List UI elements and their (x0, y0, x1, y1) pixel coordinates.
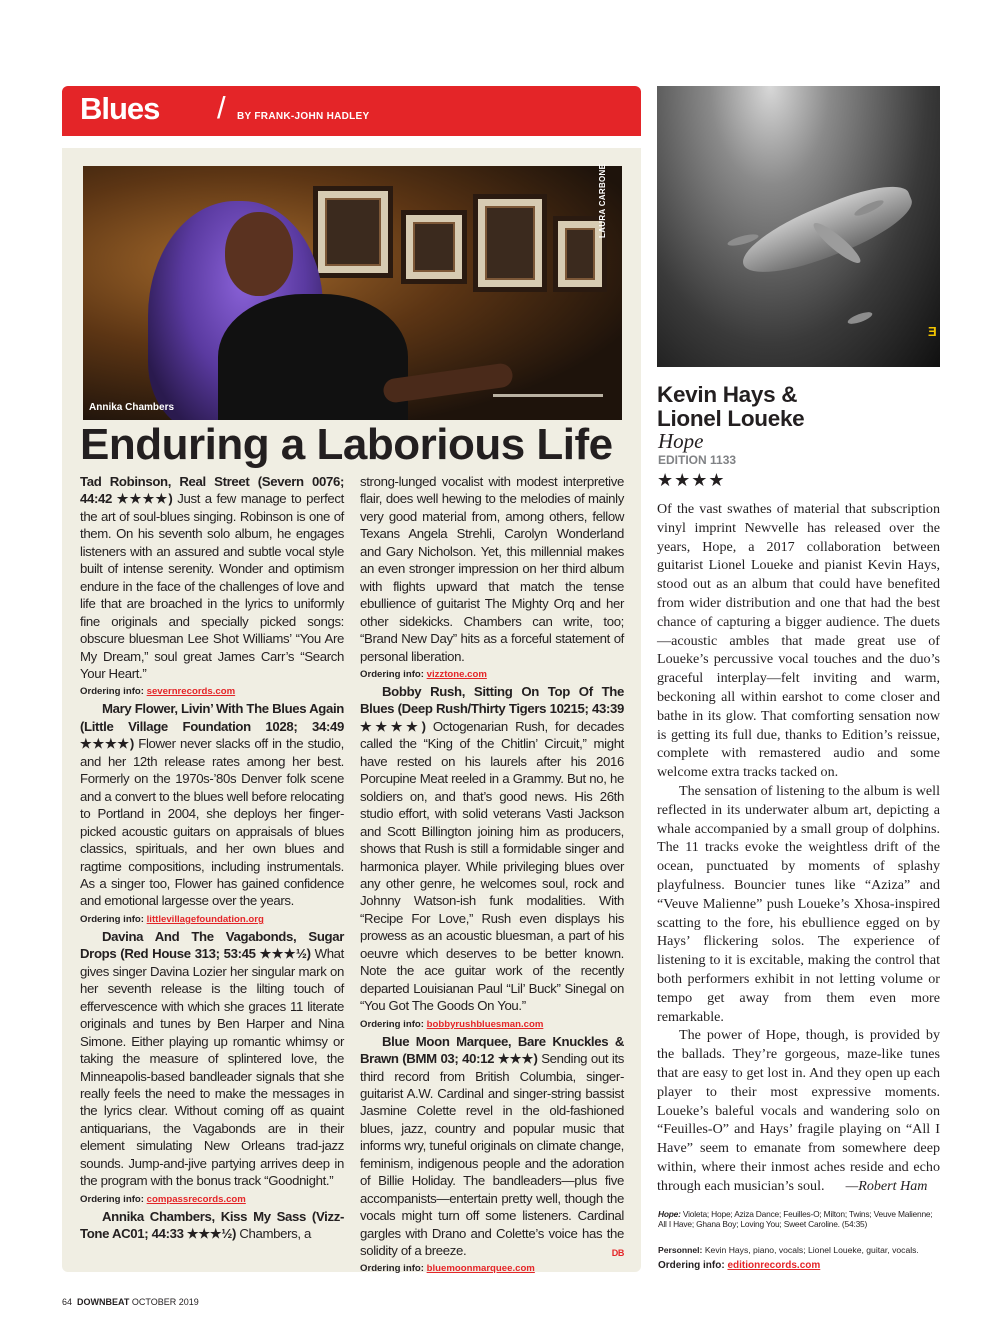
ordering-link[interactable]: editionrecords.com (727, 1260, 821, 1271)
photo-credit (598, 163, 612, 246)
review-paragraph: The sensation of listening to the album is well reflected in its underwater album art, depicting a whale accompanied by a small group of dolphins. The 11 tracks evoke the weightless drift of the ocean, punctuated by moments of splashy playfulness. Bouncier tunes like “Aziza” and “Veuve Malienne” push Loueke’s Xhosa-inspired scatting to the fore, his ebullience egged on by Hays’ flickering solos. The experience of listening to it is excitable, making the control that both performers exhibit in not letting volume or tempo get away from them even more remarkable. (657, 782, 940, 1025)
ordering-info: Ordering info: bluemoonmarquee.com (360, 1263, 535, 1275)
wall-frame (473, 194, 547, 292)
ordering-info: Ordering info: compassrecords.com (80, 1193, 246, 1205)
wall-frame (401, 210, 467, 284)
review-annika-chambers (80, 1208, 344, 1243)
track-list (658, 1209, 940, 1230)
dolphin-shape (846, 310, 873, 326)
end-mark: DB (611, 1248, 624, 1259)
track-list-text: Violeta; Hope; Aziza Dance; Feuilles-O; Milton; Twins; Veuve Malienne; All I Have; Ghana Boy; Loving You; Sweet Caroline. (54:35) (658, 1209, 933, 1230)
page-footer (62, 1297, 199, 1307)
ordering-link[interactable]: severnrecords.com (146, 686, 236, 698)
review-paragraph: Of the vast swathes of material that subscription vinyl imprint Newvelle has released over the years, Hope, a 2017 collaboration between guitarist Lionel Loueke and pianist Kevin Hays, stood out as an album that could have benefited from wider distribution and one that had the best chance of capturing a bigger audience. The duets—acoustic ambles that made great use of Loueke’s percussive vocal touches and the duo’s graceful interplay—felt inviting and warm, beckoning all within earshot to come closer and bathe in its glow. That comforting sensation now is getting its full due, thanks to Edition’s reissue, complete with remastered audio and some welcome extra tracks tacked on. (657, 501, 940, 781)
star-rating: ★★★★ (657, 470, 726, 490)
byline: BY FRANK-JOHN HADLEY (237, 111, 370, 122)
ordering-info: Ordering info: vizztone.com (360, 668, 487, 680)
reviewer-signature: —Robert Ham (845, 1177, 928, 1194)
ordering-link[interactable]: vizztone.com (426, 668, 487, 680)
featured-review-body (657, 500, 940, 1195)
review-text: Octogenarian Rush, for decades called the “King of the Chitlin’ Circuit,” might have rested on his laurels after his 2016 Porcupine Meat reeled in a Grammy. But no, he soldiers on, and that’s good news. His 26th studio effort, with solid veterans Vasti Jackson and Scott Billington joining him as producers, shows that Rush is still a formidable singer and harmonica player. While privileging blues over any other genre, he welcomes soul, rock and Johnny Watson-ish funk modalities. With “Recipe For Love,” Rush even displays his prowess as an acoustic bluesman, a part of his oeuvre which deserves to be better known. Note the ace guitar work of the recently departed Louisianan Paul “Lil’ Buck” Sinegal on “You Got The Goods On You.” (360, 718, 624, 1014)
track-list-label: Hope: (658, 1209, 681, 1219)
review-text: Just a few manage to perfect the art of soul-blues singing. Robinson is one of them. On his seventh solo album, he engages listeners with an assured and subtle vocal style built of intense serenity. Wonder and optimism endure in the face of the challenges of love and life that are broached in the lyrics to uniformly fine originals and specially picked songs: obscure bluesman Lee Shot Williams’ “You Are My Dream,” soul great James Carr’s “Search Your Heart.” (80, 491, 344, 681)
section-slash: / (217, 90, 226, 125)
review-paragraph-last: The power of Hope, though, is provided by the ballads. They’re gorgeous, maze-like tunes that are easy to get lost in. And they open up each player to their most expressive moments. Loueke’s baleful vocals and wandering solo on “Feuilles-O” and Hays’ fragile playing on “All I Have” seem to emanate from somewhere deep within, where their inmost aches reside and echo through each musician’s soul. —Robert Ham (657, 1027, 940, 1194)
ordering-link[interactable]: bluemoonmarquee.com (426, 1263, 535, 1275)
review-text: Chambers, a (239, 1226, 312, 1242)
ordering-info: Ordering info: littlevillagefoundation.org (80, 913, 264, 925)
review-head: Blue Moon Marquee, Bare Knuckles & Brawn (BMM 03; 40:12 ★★★) (360, 1033, 624, 1067)
artist-photo (83, 163, 622, 420)
label-logo: Ǝ (928, 324, 937, 339)
review-head: Annika Chambers, Kiss My Sass (Vizz-Tone AC01; 44:33 ★★★½) (80, 1208, 344, 1242)
headline: Enduring a Laborious Life (80, 420, 613, 469)
page-number: 64 (62, 1297, 73, 1307)
review-davina (80, 928, 344, 1190)
personnel-text: Kevin Hays, piano, vocals; Lionel Loueke, guitar, vocals. (704, 1245, 919, 1255)
review-annika-continued (360, 473, 624, 665)
dress-shape (218, 294, 408, 420)
album-cover (657, 86, 940, 367)
review-bobby-rush (360, 683, 624, 1015)
issue-date: OCTOBER 2019 (131, 1297, 199, 1307)
ordering-info: Ordering info: bobbyrushbluesman.com (360, 1018, 544, 1030)
album-artist: Kevin Hays & Lionel Loueke (657, 382, 805, 431)
ordering-link[interactable]: littlevillagefoundation.org (146, 913, 264, 925)
review-text: Sending out its third record from British Columbia, singer-guitarist A.W. Cardinal and singer-string bassist Jasmine Colette revel in the old-fashioned blues, jazz, country and popular music that informs wry, tuneful originals on climate change, feminism, indigenous people and the adoration of Billie Holiday. The bandleaders—plus five accompanists—entertain pretty well, though the vocals might turn off some listeners. Cardinal gargles with Drano and Colette’s voice has the solidity of a breeze. (360, 1051, 624, 1259)
review-text: strong-lunged vocalist with modest interpretive flair, does well hewing to the melodies of mainly very good material from, among others, fellow Texans Angela Strehli, Carolyn Wonderland and Gary Nicholson. Yet, this millennial makes an even stronger impression on her third album with flights upward that match the tense ebullience of guitarist The Mighty Orq and her other sidekicks. Chambers can write, too; “Brand New Day” hits as a forceful statement of personal liberation. (360, 474, 624, 664)
review-tad-robinson (80, 473, 344, 682)
face-shape (225, 212, 293, 296)
review-mary-flower (80, 700, 344, 909)
review-blue-moon-marquee (360, 1033, 624, 1260)
photo-credit-text: LAURA CARBONE (598, 163, 607, 238)
review-head: Davina And The Vagabonds, Sugar Drops (Red House 313; 53:45 ★★★½) (80, 928, 344, 962)
section-name: Blues (80, 91, 160, 126)
section-banner (62, 86, 641, 136)
ordering-info: Ordering info: severnrecords.com (80, 686, 236, 698)
personnel (658, 1245, 940, 1256)
personnel-label: Personnel: (658, 1245, 703, 1255)
ordering-info: Ordering info: editionrecords.com (658, 1260, 821, 1271)
review-text: What gives singer Davina Lozier her singular mark on her seventh release is the lilting touch of effervescence with which she graces 11 literate originals and tunes by Ben Harper and Nina Simone. Either playing up romantic whimsy or taking the measure of splintered love, the Minneapolis-based bandleader signals that she really feels the need to make the messages in the lyrics clear. Without coming off as quaint antiquarians, the Vagabonds are in their element simulating New Orleans trad-jazz sounds. Jump-and-jive partying arrives deep in the program with the bonus track “Goodnight.” (80, 946, 344, 1189)
ordering-link[interactable]: bobbyrushbluesman.com (426, 1018, 544, 1030)
review-column-1 (80, 473, 344, 1243)
cane-shape (493, 394, 603, 397)
review-head: Mary Flower, Livin’ With The Blues Again (Little Village Foundation 1028; 34:49 ★★★★) (80, 701, 344, 752)
album-title: Hope (658, 429, 704, 453)
magazine-name: DOWNBEAT (77, 1297, 130, 1307)
review-text: Flower never slacks off in the studio, and her 12th release rates among her best. Formerly on the 1970s-’80s Denver folk scene and a convert to the blues well before relocating to Portland in 2004, she deploys her finger-picked acoustic guitars on appraisals of blues classics, spirituals, and her own blues and ragtime compositions, including instrumentals. As a singer too, Flower has gained confidence and emotional largesse over the years. (80, 736, 344, 909)
photo-caption: Annika Chambers (89, 402, 175, 413)
review-head: Tad Robinson, Real Street (Severn 0076; 44:42 ★★★★) (80, 474, 344, 507)
album-label: EDITION 1133 (658, 453, 737, 467)
review-head: Bobby Rush, Sitting On Top Of The Blues (Deep Rush/Thirty Tigers 10215; 43:39 ★★★★) (360, 683, 624, 734)
wall-frame (313, 186, 393, 278)
review-column-2 (360, 473, 624, 1277)
ordering-link[interactable]: compassrecords.com (146, 1193, 246, 1205)
